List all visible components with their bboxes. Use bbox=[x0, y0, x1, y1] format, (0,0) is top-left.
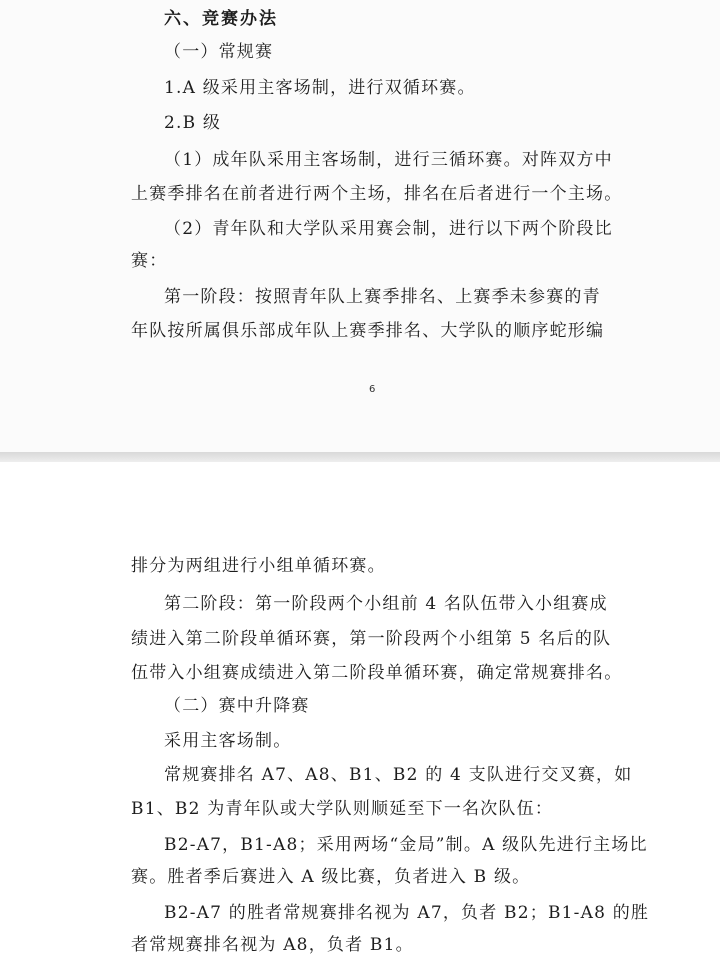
paragraph-line: 绩进入第二阶段单循环赛，第一阶段两个小组第 5 名后的队 bbox=[131, 629, 612, 649]
paragraph-line: （1）成年队采用主客场制，进行三循环赛。对阵双方中 bbox=[164, 150, 613, 170]
paragraph-line: 2.B 级 bbox=[164, 113, 222, 133]
subsection-heading-regular-season: （一）常规赛 bbox=[164, 42, 274, 62]
section-heading: 六、竞赛办法 bbox=[164, 9, 278, 29]
paragraph-line: 第一阶段：按照青年队上赛季排名、上赛季未参赛的青 bbox=[164, 287, 601, 307]
paragraph-line: 排分为两组进行小组单循环赛。 bbox=[131, 556, 386, 576]
paragraph-line: 赛： bbox=[131, 251, 168, 271]
subsection-heading-promotion: （二）赛中升降赛 bbox=[164, 696, 310, 716]
paragraph-line: 上赛季排名在前者进行两个主场，排名在后者进行一个主场。 bbox=[131, 184, 623, 204]
document-page-6 bbox=[0, 0, 720, 452]
paragraph-line: 第二阶段：第一阶段两个小组前 4 名队伍带入小组赛成 bbox=[164, 594, 608, 614]
page-separator bbox=[0, 452, 720, 462]
document-page-7 bbox=[0, 462, 720, 959]
paragraph-line: B2-A7 的胜者常规赛排名视为 A7，负者 B2；B1-A8 的胜 bbox=[164, 903, 650, 923]
paragraph-line: 者常规赛排名视为 A8，负者 B1。 bbox=[131, 935, 414, 955]
paragraph-line: 年队按所属俱乐部成年队上赛季排名、大学队的顺序蛇形编 bbox=[131, 321, 605, 341]
paragraph-line: 1.A 级采用主客场制，进行双循环赛。 bbox=[164, 78, 476, 98]
page-number: 6 bbox=[369, 384, 376, 395]
paragraph-line: 采用主客场制。 bbox=[164, 731, 292, 751]
paragraph-line: B2-A7，B1-A8；采用两场“金局”制。A 级队先进行主场比 bbox=[164, 835, 648, 855]
paragraph-line: 常规赛排名 A7、A8、B1、B2 的 4 支队进行交叉赛，如 bbox=[164, 765, 633, 785]
paragraph-line: 伍带入小组赛成绩进入第二阶段单循环赛，确定常规赛排名。 bbox=[131, 663, 623, 683]
paragraph-line: （2）青年队和大学队采用赛会制，进行以下两个阶段比 bbox=[164, 219, 613, 239]
paragraph-line: B1、B2 为青年队或大学队则顺延至下一名次队伍： bbox=[131, 799, 554, 819]
paragraph-line: 赛。胜者季后赛进入 A 级比赛，负者进入 B 级。 bbox=[131, 867, 531, 887]
